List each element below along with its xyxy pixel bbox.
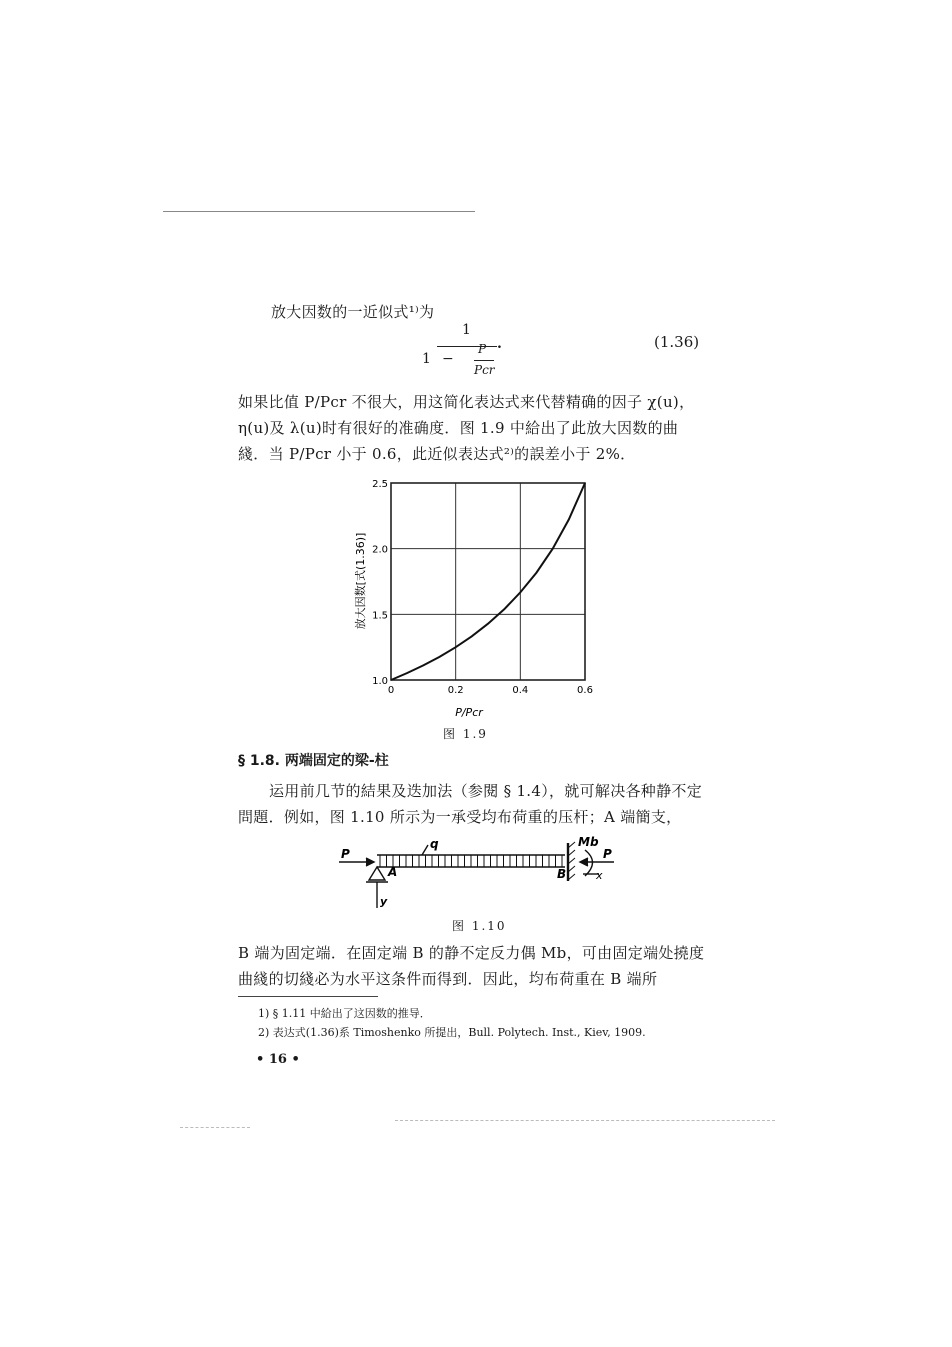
plot-frame <box>391 483 585 680</box>
chart-grid <box>391 483 585 680</box>
moment-mb-arc <box>585 850 593 876</box>
q-pointer <box>422 845 428 855</box>
eq-one: 1 <box>422 351 431 367</box>
section-heading: § 1.8. 两端固定的梁-柱 <box>238 753 389 769</box>
label-b: B <box>557 867 567 881</box>
eq-minus: − <box>442 351 454 367</box>
footnote-2: 2) 表达式(1.36)系 Timoshenko 所提出，Bull. Polytech. Inst., Kiev, 1909. <box>258 1026 646 1039</box>
x-tick-label: 0 <box>387 685 395 696</box>
header-rule <box>163 211 475 212</box>
x-tick-label: 0.2 <box>447 685 464 696</box>
paragraph-2-text: 运用前几节的結果及迭加法（参閱 § 1.4），就可解决各种静不定問題．例如，图 1.10 所示为一承受均布荷重的压杆；A 端簡支， <box>238 782 702 826</box>
eq-terminator: . <box>497 336 502 352</box>
scan-artifact-line <box>180 1127 250 1128</box>
eq-inner-fraction-line <box>474 360 494 361</box>
label-q: q <box>430 837 439 851</box>
label-mb: Mb <box>578 835 599 849</box>
page-number: • 16 • <box>256 1052 300 1067</box>
eq-numerator: 1 <box>462 322 471 338</box>
y-tick-label: 2.0 <box>372 544 388 556</box>
wall-hatch-b <box>568 842 575 880</box>
label-a: A <box>388 865 398 879</box>
paragraph-3: B 端为固定端．在固定端 B 的静不定反力偶 Mb，可由固定端处撓度曲綫的切綫必为水平这条件而得到．因此，均布荷重在 B 端所 <box>238 944 705 988</box>
footnote-1: 1) § 1.11 中給出了这因数的推导． <box>258 1007 431 1020</box>
pin-support-a <box>369 867 385 880</box>
y-axis-label: 放大因数[式(1.36)] <box>354 532 367 630</box>
y-tick-label: 1.0 <box>372 676 388 687</box>
eq-inner-numerator: P <box>478 342 487 356</box>
x-tick-labels <box>388 685 593 696</box>
figure-1-9-caption: 图 1.9 <box>443 727 488 741</box>
series-line <box>391 483 585 680</box>
p-left-arrowhead <box>366 858 374 866</box>
eq-fraction-line <box>437 346 497 347</box>
figure-1-10-caption: 图 1.10 <box>452 919 507 933</box>
x-tick-label: 0.6 <box>577 685 593 696</box>
y-tick-labels <box>372 479 388 687</box>
equation-number: (1.36) <box>654 333 700 351</box>
y-tick-label: 2.5 <box>372 479 388 490</box>
label-x: x <box>596 869 603 882</box>
equation-1-36 <box>422 322 512 388</box>
footnote-rule <box>238 996 378 997</box>
paragraph-2 <box>238 778 708 830</box>
x-tick-label: 0.4 <box>512 685 529 696</box>
scan-artifact-line <box>395 1120 775 1121</box>
x-axis-label: P/Pcr <box>455 706 483 719</box>
label-y: y <box>380 895 388 908</box>
paragraph-1: 如果比值 P/Pcr 不很大，用这简化表达式来代替精确的因子 χ(u)，η(u)及 λ(u)时有很好的准确度．图 1.9 中給出了此放大因数的曲綫．当 P/Pcr 小于 0.6，此近似表达式²⁾的誤差小于 2%． <box>238 393 695 463</box>
eq-inner-denominator: Pcr <box>474 363 495 377</box>
intro-text: 放大因数的一近似式¹⁾为 <box>271 303 435 321</box>
label-p-left: P <box>341 847 350 861</box>
distributed-load-ticks <box>380 855 562 867</box>
chart-series <box>391 483 585 680</box>
p-right-arrowhead <box>580 858 588 866</box>
label-p-right: P <box>603 847 612 861</box>
y-tick-label: 1.5 <box>372 610 388 622</box>
